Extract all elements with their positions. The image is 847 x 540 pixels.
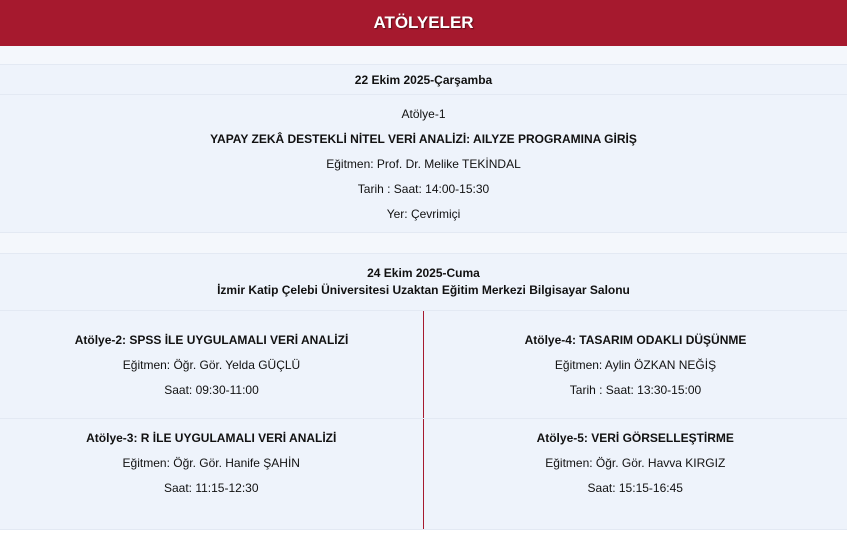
workshop1-title: YAPAY ZEKÂ DESTEKLİ NİTEL VERİ ANALİZİ: AILYZE PROGRAMINA GİRİŞ bbox=[210, 131, 637, 146]
workshop5-instructor: Eğitmen: Öğr. Gör. Havva KIRGIZ bbox=[545, 455, 726, 470]
workshop5-cell bbox=[424, 419, 847, 529]
day2-date: 24 Ekim 2025-Cuma bbox=[367, 266, 480, 280]
workshop1-block bbox=[0, 95, 847, 233]
workshop-row-2 bbox=[0, 419, 847, 530]
workshop2-cell bbox=[0, 311, 424, 418]
spacer bbox=[0, 46, 847, 65]
workshop2-title: Atölye-2: SPSS İLE UYGULAMALI VERİ ANALİZİ bbox=[74, 332, 349, 347]
workshop3-title: Atölye-3: R İLE UYGULAMALI VERİ ANALİZİ bbox=[86, 430, 337, 445]
spacer bbox=[0, 233, 847, 254]
page-header bbox=[0, 0, 847, 46]
workshop1-time: Tarih : Saat: 14:00-15:30 bbox=[357, 181, 490, 196]
workshop5-title: Atölye-5: VERİ GÖRSELLEŞTİRME bbox=[536, 430, 734, 445]
day2-header bbox=[0, 254, 847, 311]
workshop1-instructor: Eğitmen: Prof. Dr. Melike TEKİNDAL bbox=[326, 156, 521, 171]
workshop3-time: Saat: 11:15-12:30 bbox=[163, 480, 259, 495]
page-title: ATÖLYELER bbox=[373, 13, 474, 32]
workshop5-time: Saat: 15:15-16:45 bbox=[587, 480, 683, 495]
day1-date-row bbox=[0, 65, 847, 95]
workshop4-cell bbox=[424, 311, 847, 418]
day1-date: 22 Ekim 2025-Çarşamba bbox=[354, 72, 493, 87]
workshop4-time: Tarih : Saat: 13:30-15:00 bbox=[569, 382, 702, 397]
workshop2-time: Saat: 09:30-11:00 bbox=[164, 382, 259, 397]
workshop1-number: Atölye-1 bbox=[401, 106, 446, 121]
workshop1-location: Yer: Çevrimiçi bbox=[386, 206, 461, 221]
day2-venue: İzmir Katip Çelebi Üniversitesi Uzaktan Eğitim Merkezi Bilgisayar Salonu bbox=[217, 283, 630, 297]
workshop4-instructor: Eğitmen: Aylin ÖZKAN NEĞİŞ bbox=[554, 357, 717, 372]
workshop2-instructor: Eğitmen: Öğr. Gör. Yelda GÜÇLÜ bbox=[122, 357, 301, 372]
workshop4-title: Atölye-4: TASARIM ODAKLI DÜŞÜNME bbox=[524, 332, 747, 347]
workshop3-cell bbox=[0, 419, 424, 529]
workshop-row-1 bbox=[0, 311, 847, 419]
workshop3-instructor: Eğitmen: Öğr. Gör. Hanife ŞAHİN bbox=[122, 455, 300, 470]
